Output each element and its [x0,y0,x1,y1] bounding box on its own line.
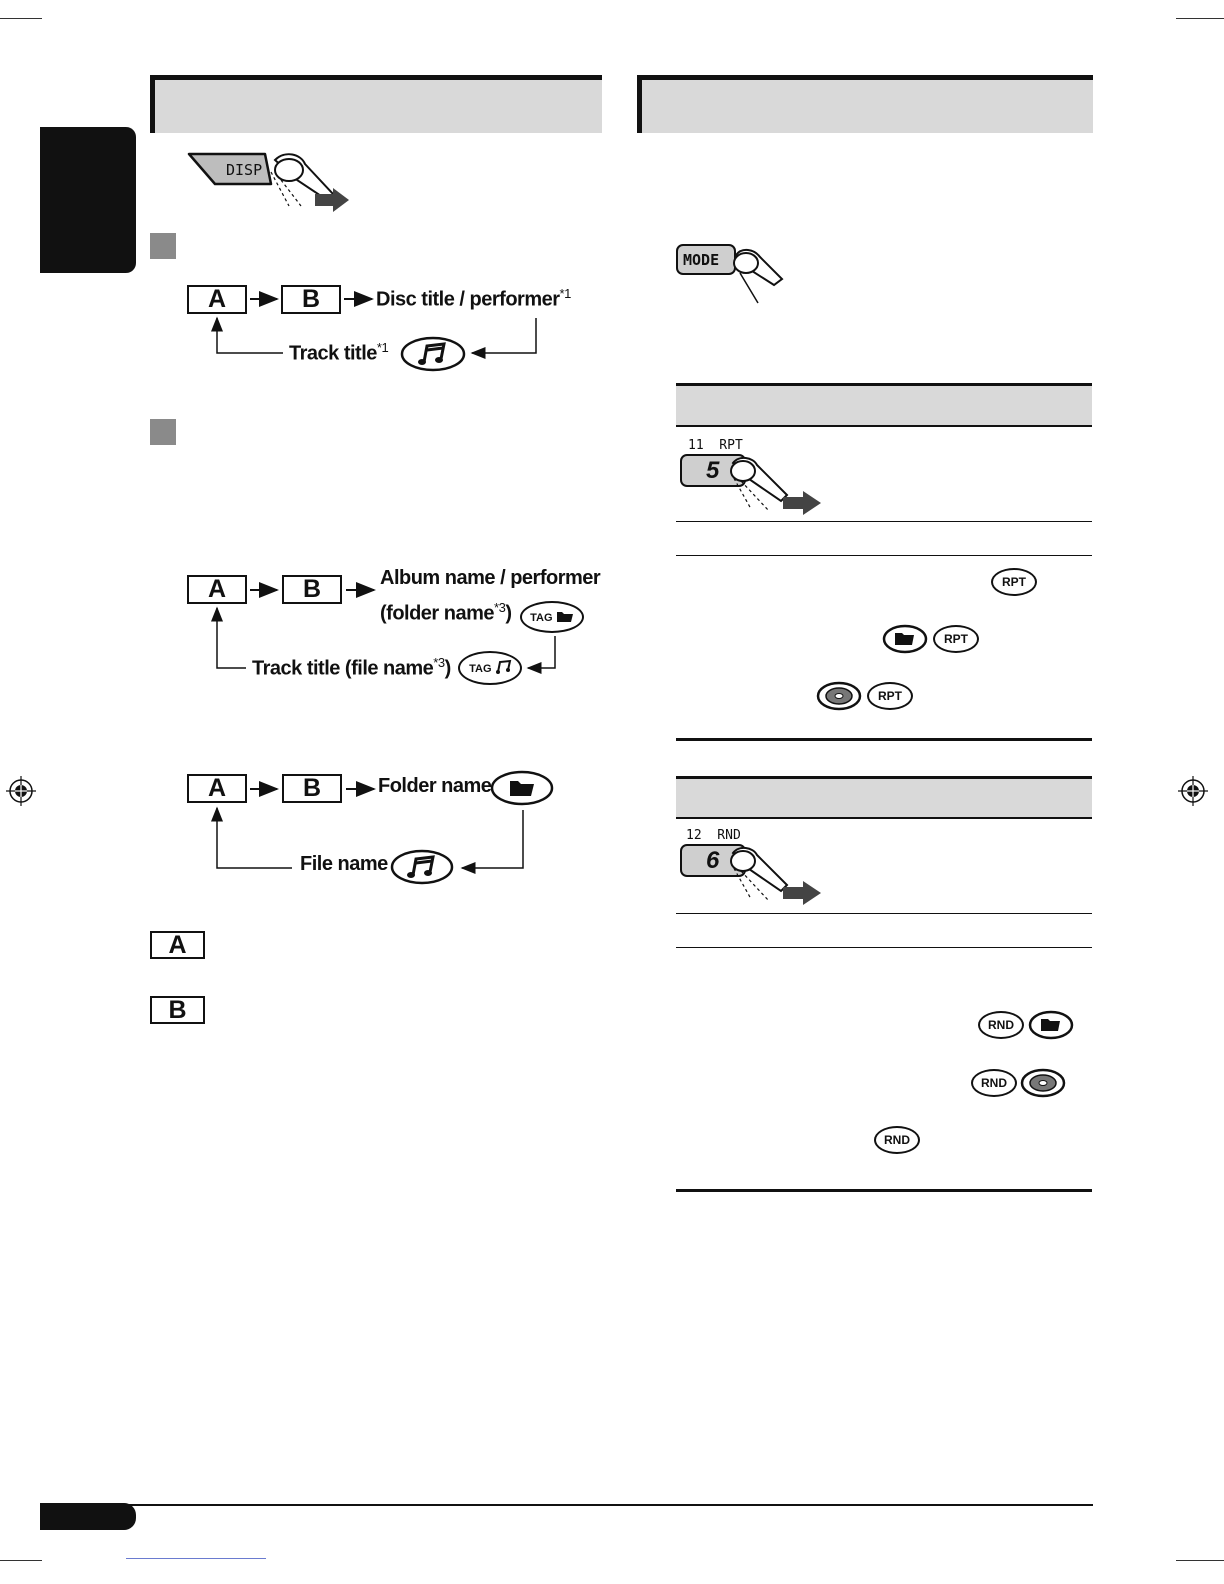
music-note-icon [495,660,511,674]
mode-button[interactable] [676,244,736,275]
folder-name-close: ) [505,602,512,625]
rnd-indicator: RND [971,1069,1017,1097]
display-mode-b-box: B [281,285,341,314]
tag-text: TAG [469,663,492,675]
legend-a-box: A [150,931,205,959]
folder-name-text: (folder name [380,602,495,625]
repeat-divider [676,521,1092,522]
disc-title-text: Disc title / performer [376,288,560,311]
random-key-caption: 12 RND [686,828,741,843]
rpt-indicator: RPT [867,682,913,710]
folder-name-tag-label [380,600,512,626]
track-title-text: Track title [289,342,377,365]
display-mode-a-box: A [187,575,247,604]
random-divider [676,913,1092,914]
disp-button-label[interactable]: DISP [226,161,263,179]
track-file-footnote: *3 [433,655,445,670]
track-file-text: Track title (file name [252,657,434,680]
tag-note-indicator [458,651,522,685]
track-file-close: ) [444,657,451,680]
footer-rule [40,1504,1093,1506]
tag-folder-indicator [520,601,584,633]
display-mode-a-box: A [187,285,247,314]
music-note-icon [400,336,466,372]
track-title-file-label [252,655,451,681]
page-number-tab [40,1503,136,1530]
file-name-label: File name [300,853,388,875]
pressing-finger-icon [727,455,827,515]
folder-icon [1028,1010,1074,1040]
disc-title-footnote: *1 [559,286,571,301]
pressing-finger-icon [728,245,788,305]
display-mode-b-box: B [282,774,342,803]
repeat-key-caption: 11 RPT [688,438,743,453]
repeat-table-header [676,386,1092,425]
track-title-label [289,340,388,366]
folder-icon [556,610,574,623]
disc-icon [816,681,862,711]
folder-icon [490,770,554,806]
step-marker-2 [150,419,176,445]
album-name-label: Album name / performer [380,567,601,589]
rpt-indicator: RPT [991,568,1037,596]
repeat-key-number: 5 [706,457,720,484]
display-mode-a-box: A [187,774,247,803]
legend-b-box: B [150,996,205,1024]
music-note-icon [390,849,454,885]
folder-name-label: Folder name [378,775,492,797]
random-key-number: 6 [706,847,720,874]
random-divider [676,947,1092,948]
folder-name-footnote: *3 [494,600,506,615]
repeat-divider [676,555,1092,556]
rnd-indicator: RND [978,1011,1024,1039]
random-table-header [676,779,1092,817]
pressing-finger-icon [727,845,827,905]
random-table-header-rule [676,817,1092,819]
repeat-table-bottom-rule [676,738,1092,741]
disc-icon [1020,1068,1066,1098]
repeat-table-header-rule [676,425,1092,427]
folder-icon [882,624,928,654]
random-table-bottom-rule [676,1189,1092,1192]
rnd-indicator: RND [874,1126,920,1154]
mode-button-label: MODE [683,251,720,269]
disc-title-label [376,286,571,312]
track-title-footnote: *1 [376,340,389,355]
tag-text: TAG [530,612,553,624]
rpt-indicator: RPT [933,625,979,653]
display-mode-b-box: B [282,575,342,604]
